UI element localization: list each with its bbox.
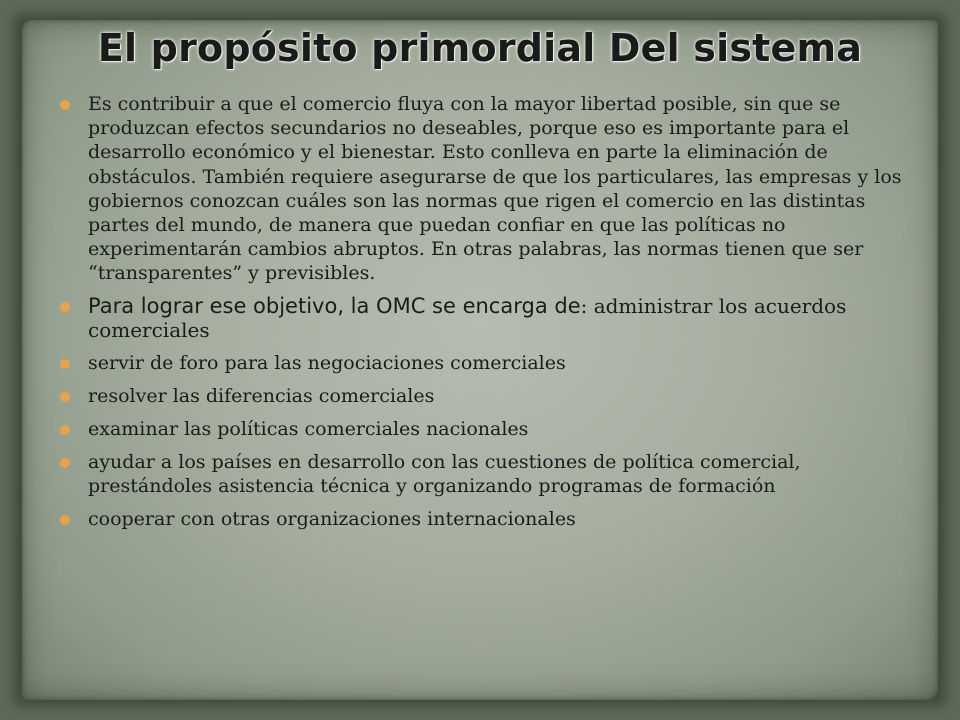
bullet-item-foro — [58, 351, 928, 375]
bullet-item-omc — [58, 294, 928, 342]
bullet-item-diferencias — [58, 384, 928, 408]
bullet-lead-text: Para lograr ese objetivo, la OMC se encarga de — [88, 293, 581, 318]
bullet-dot-icon — [60, 359, 70, 369]
slide-title: El propósito primordial Del sistema — [97, 26, 863, 70]
bullet-text: cooperar con otras organizaciones internacionales — [88, 507, 576, 530]
bullet-text: resolver las diferencias comerciales — [88, 384, 435, 407]
bullet-text: servir de foro para las negociaciones comerciales — [88, 351, 566, 374]
bullet-dot-icon — [60, 425, 70, 435]
bullet-item-politicas — [58, 417, 928, 441]
bullet-list — [58, 92, 928, 531]
bullet-item-ayudar — [58, 450, 928, 498]
bullet-dot-icon — [60, 392, 70, 402]
bullet-text: ayudar a los países en desarrollo con las cuestiones de política comercial, prestándoles asistencia técnica y organizando programas de formación — [88, 450, 801, 497]
bullet-dot-icon — [60, 458, 70, 468]
bullet-item-cooperar — [58, 507, 928, 531]
bullet-dot-icon — [60, 100, 70, 110]
bullet-dot-icon — [60, 515, 70, 525]
slide-content — [58, 92, 928, 540]
bullet-dot-icon — [60, 302, 70, 312]
bullet-text: Es contribuir a que el comercio fluya con la mayor libertad posible, sin que se produzcan efectos secundarios no deseables, porque eso es importante para el desarrollo económico y el bienestar. Esto conlleva en parte la eliminación de obstáculos. También requiere asegurarse de que los particulares, las empresas y los gobiernos conozcan cuáles son las normas que rigen el comercio en las distintas partes del mundo, de manera que puedan confiar en que las políticas no experimentarán cambios abruptos. En otras palabras, las normas tienen que ser “transparentes” y previsibles. — [88, 93, 902, 285]
bullet-item-purpose — [58, 92, 928, 286]
bullet-rest-text: : administrar los acuerdos comerciales — [88, 293, 847, 342]
bullet-text: examinar las políticas comerciales nacionales — [88, 417, 529, 440]
